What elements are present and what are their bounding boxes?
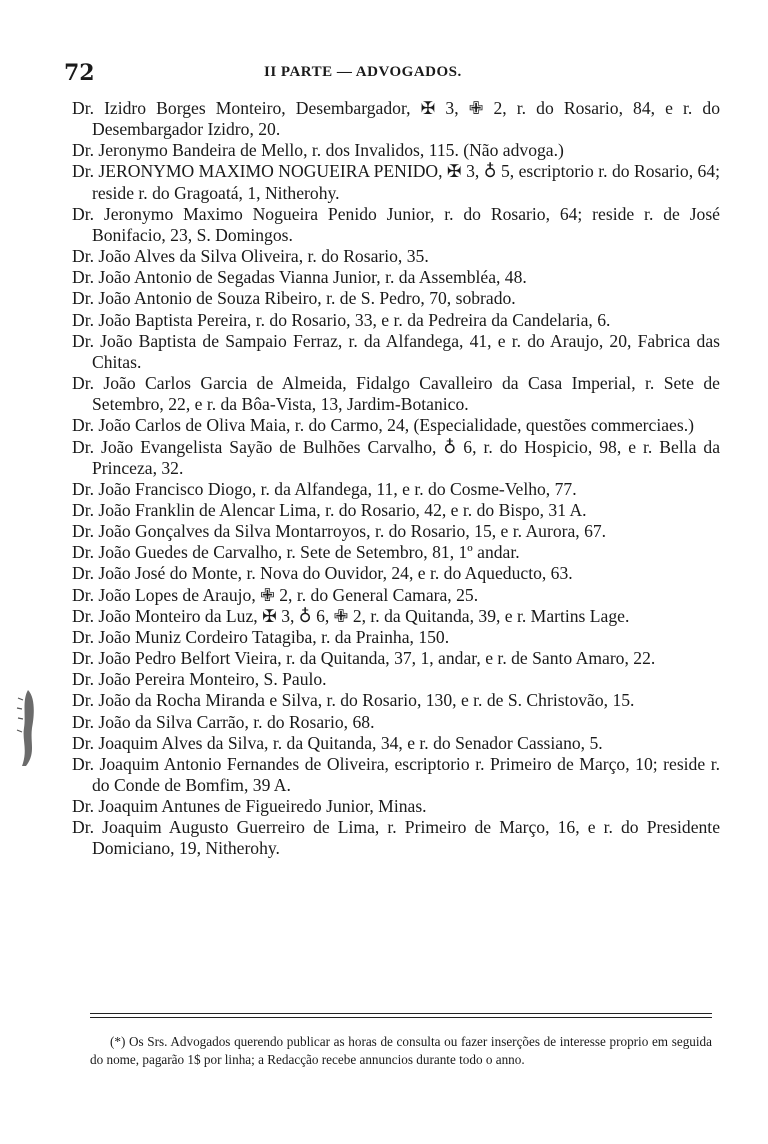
directory-entry: Dr. João Baptista Pereira, r. do Rosario, 33, e r. da Pedreira da Candelaria, 6. — [72, 309, 611, 330]
directory-entry: Dr. João Carlos de Oliva Maia, r. do Carmo, 24, (Especialidade, questões commerciaes.) — [72, 415, 694, 436]
directory-entry: Dr. João Baptista de Sampaio Ferraz, r. da Alfandega, 41, e r. do Araujo, 20, Fabrica das Chitas. — [72, 330, 720, 372]
directory-entry: Dr. João Muniz Cordeiro Tatagiba, r. da Prainha, 150. — [72, 626, 450, 647]
directory-entry: Dr. Jeronymo Bandeira de Mello, r. dos Invalidos, 115. (Não advoga.) — [72, 140, 564, 161]
directory-entry: Dr. João Franklin de Alencar Lima, r. do Rosario, 42, e r. do Bispo, 31 A. — [72, 499, 587, 520]
directory-entry: Dr. João da Rocha Miranda e Silva, r. do Rosario, 130, e r. de S. Christovão, 15. — [72, 690, 635, 711]
directory-entry: Dr. João Lopes de Araujo, ✙ 2, r. do General Camara, 25. — [72, 584, 479, 605]
directory-entry: Dr. João Alves da Silva Oliveira, r. do Rosario, 35. — [72, 246, 429, 267]
footnote-divider-secondary — [90, 1017, 712, 1018]
directory-entry: Dr. Jeronymo Maximo Nogueira Penido Junior, r. do Rosario, 64; reside r. de José Bonifacio, 23, S. Domingos. — [72, 203, 720, 245]
running-title: II PARTE — ADVOGADOS. — [264, 64, 462, 80]
directory-entry: Dr. João Pedro Belfort Vieira, r. da Quitanda, 37, 1, andar, e r. de Santo Amaro, 22. — [72, 648, 656, 669]
directory-entry: Dr. Izidro Borges Monteiro, Desembargador, ✠ 3, ✙ 2, r. do Rosario, 84, e r. do Desembargador Izidro, 20. — [72, 98, 720, 140]
directory-entry: Dr. João Evangelista Sayão de Bulhões Carvalho, ♁ 6, r. do Hospicio, 98, e r. Bella da Princeza, 32. — [72, 436, 720, 478]
lawyer-directory-list — [72, 98, 720, 860]
directory-entry: Dr. João Antonio de Souza Ribeiro, r. de S. Pedro, 70, sobrado. — [72, 288, 516, 309]
directory-entry: Dr. Joaquim Alves da Silva, r. da Quitanda, 34, e r. do Senador Cassiano, 5. — [72, 732, 603, 753]
footnote-divider — [90, 1013, 712, 1014]
directory-entry: Dr. João Pereira Monteiro, S. Paulo. — [72, 669, 327, 690]
page-header — [64, 60, 714, 88]
directory-entry: Dr. Joaquim Augusto Guerreiro de Lima, r. Primeiro de Março, 16, e r. do Presidente Domiciano, 19, Nitherohy. — [72, 817, 720, 859]
binding-stain — [14, 688, 38, 768]
directory-entry: Dr. João da Silva Carrão, r. do Rosario, 68. — [72, 711, 375, 732]
directory-entry: Dr. João José do Monte, r. Nova do Ouvidor, 24, e r. do Aqueducto, 63. — [72, 563, 573, 584]
directory-entry: Dr. João Antonio de Segadas Vianna Junior, r. da Assembléa, 48. — [72, 267, 527, 288]
footnote: (*) Os Srs. Advogados querendo publicar as horas de consulta ou fazer inserções de interesse proprio em seguida do nome, pagarão 1$ por linha; a Redacção recebe annuncios durante todo o anno. — [90, 1034, 712, 1068]
directory-entry: Dr. João Francisco Diogo, r. da Alfandega, 11, e r. do Cosme-Velho, 77. — [72, 478, 577, 499]
directory-entry: Dr. João Gonçalves da Silva Montarroyos, r. do Rosario, 15, e r. Aurora, 67. — [72, 521, 607, 542]
directory-entry: Dr. João Guedes de Carvalho, r. Sete de Setembro, 81, 1º andar. — [72, 542, 520, 563]
page-number: 72 — [64, 60, 95, 86]
directory-entry: Dr. João Monteiro da Luz, ✠ 3, ♁ 6, ✙ 2, r. da Quitanda, 39, e r. Martins Lage. — [72, 605, 630, 626]
directory-entry: Dr. Joaquim Antonio Fernandes de Oliveira, escriptorio r. Primeiro de Março, 10; reside r. do Conde de Bomfim, 39 A. — [72, 753, 720, 795]
directory-entry: Dr. João Carlos Garcia de Almeida, Fidalgo Cavalleiro da Casa Imperial, r. Sete de Setembro, 22, e r. da Bôa-Vista, 13, Jardim-Botanico. — [72, 373, 720, 415]
directory-entry: Dr. JERONYMO MAXIMO NOGUEIRA PENIDO, ✠ 3, ♁ 5, escriptorio r. do Rosario, 64; reside r. do Gragoatá, 1, Nitherohy. — [72, 161, 720, 203]
directory-entry: Dr. Joaquim Antunes de Figueiredo Junior, Minas. — [72, 796, 427, 817]
